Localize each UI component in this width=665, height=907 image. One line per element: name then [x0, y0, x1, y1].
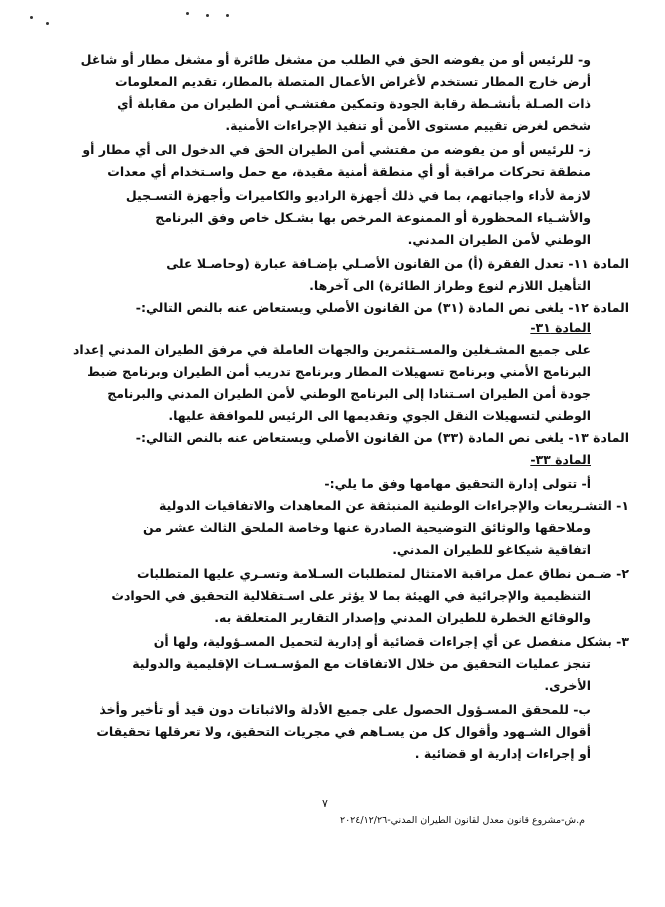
text-line: لازمة لأداء واجباتهم، بما في ذلك أجهزة الراديو والكاميرات وأجهزة التسـجيل [125, 188, 591, 203]
text-line: ز- للرئيس أو من يفوضه من مفتشي أمن الطيران الحق في الدخول الى أي مطار أو [82, 142, 591, 157]
text-line: الأخرى. [544, 678, 591, 693]
text-line: وملاحقها والوثائق التوضيحية الصادرة عنها وخاصة الملحق الثالث عشر من [143, 520, 591, 535]
text-line: والأشـياء المحظورة أو الممنوعة المرخص بها بشـكل خاص وفق البرنامج [155, 210, 591, 225]
article-31-heading: المادة ٣١- [530, 320, 591, 335]
scan-speck [30, 16, 33, 19]
text-line: ب- للمحقق المسـؤول الحصول على جميع الأدلة والاثباتات دون قيد أو تأخير وأخذ [99, 702, 591, 717]
page-number: ٧ [322, 797, 328, 810]
text-line: البرنامج الأمني وبرنامج تسهيلات المطار وبرنامج تدريب أمن الطيران وبرنامج ضبط [87, 364, 591, 379]
scan-speck [206, 14, 209, 17]
scan-speck [186, 12, 189, 15]
text-line: أ- تتولى إدارة التحقيق مهامها وفق ما يلي:- [324, 476, 591, 491]
article-13: المادة ١٣- يلغى نص المادة (٣٣) من القانون الأصلي ويستعاض عنه بالنص التالي:- [135, 430, 629, 445]
text-line: تنجز عمليات التحقيق من خلال الاتفاقات مع المؤسـسـات الإقليمية والدولية [132, 656, 591, 671]
footer-text: م.ش-مشروع قانون معدل لقانون الطيران المدني-٢٠٢٤/١٢/٢٦ [339, 815, 585, 826]
article-11: المادة ١١- تعدل الفقرة (أ) من القانون الأصـلي بإضـافة عبارة (وحاصـلا على [166, 256, 629, 271]
text-line: جودة أمن الطيران اسـتنادا إلى البرنامج الوطني لأمن الطيران المدني والبرنامج [107, 386, 591, 401]
text-line: التأهيل اللازم لنوع وطراز الطائرة) الى آخرها. [309, 278, 591, 293]
scan-speck [226, 14, 229, 17]
text-line: أو إجراءات إدارية او قضائية . [414, 746, 591, 761]
text-line: التنظيمية والإجرائية في الهيئة بما لا يؤثر على اسـتقلالية التحقيق في الحوادث [111, 588, 591, 603]
text-line: على جميع المشـغلين والمسـتثمرين والجهات العاملة في مرفق الطيران المدني إعداد [73, 342, 591, 357]
text-line: أقوال الشـهود وأقوال كل من يسـاهم في مجريات التحقيق، ولا تعرقلها تحقيقات [96, 724, 591, 739]
scan-speck [46, 22, 49, 25]
article-12: المادة ١٢- يلغى نص المادة (٣١) من القانون الأصلي ويستعاض عنه بالنص التالي:- [135, 300, 629, 315]
text-line: الوطني لأمن الطيران المدني. [407, 232, 591, 247]
text-line: منطقة تحركات مراقبة أو أي منطقة أمنية مقيدة، مع حمل واسـتخدام أي معدات [107, 164, 591, 179]
text-line: ٣- بشكل منفصل عن أي إجراءات قضائية أو إدارية لتحميل المسـؤولية، ولها أن [153, 634, 629, 649]
article-33-heading: المادة ٣٣- [530, 452, 591, 467]
text-line: أرض خارج المطار تستخدم لأغراض الأعمال المتصلة بالمطار، تقديم المعلومات [115, 74, 591, 89]
text-line: شخص لغرض تقييم مستوى الأمن أو تنفيذ الإجراءات الأمنية. [225, 118, 591, 133]
text-line: الوطني لتسهيلات النقل الجوي وتقديمها الى الرئيس للموافقة عليها. [168, 408, 591, 423]
text-line: ١- التشـريعات والإجراءات الوطنية المنبثقة عن المعاهدات والاتفاقيات الدولية [158, 498, 629, 513]
text-line: اتفاقية شيكاغو للطيران المدني. [392, 542, 591, 557]
text-line: والوقائع الخطرة للطيران المدني وإصدار التقارير المتعلقة به. [214, 610, 591, 625]
text-line: و- للرئيس أو من يفوضه الحق في الطلب من مشغل طائرة أو مشغل مطار أو شاغل [80, 52, 591, 67]
text-line: ٢- ضـمن نطاق عمل مراقبة الامتثال لمتطلبات السـلامة وتسـري عليها المتطلبات [137, 566, 629, 581]
text-line: ذات الصـلة بأنشـطة رقابة الجودة وتمكين مفتشـي أمن الطيران من مقابلة أي [117, 96, 591, 111]
